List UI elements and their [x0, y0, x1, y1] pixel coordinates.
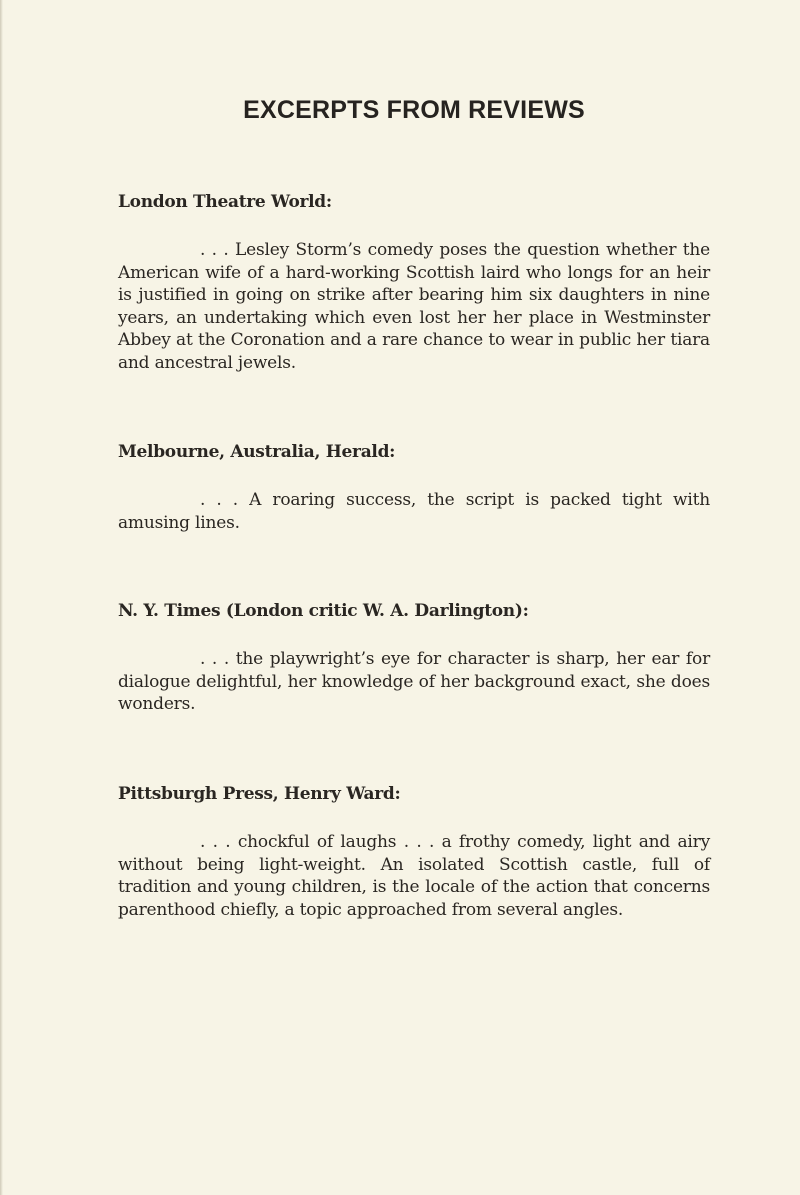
review-quote: . . . Lesley Storm’s comedy poses the question whether the American wife of a hard-working Scottish laird who longs for an heir is justified in going on strike after bearing him six daughters in nine years, an undertaking which even lost her her place in Westminster Abbey at the Coronation and a rare chance to wear in public her tiara and ancestral jewels.	[118, 240, 710, 373]
review-quote: . . . A roaring success, the script is packed tight with amusing lines.	[118, 490, 710, 533]
review-source: N. Y. Times (London critic W. A. Darlington):	[118, 601, 529, 621]
review-source: Pittsburgh Press, Henry Ward:	[118, 784, 401, 804]
review-ny-times	[118, 600, 710, 716]
review-melbourne-herald	[118, 441, 710, 534]
review-quote: . . . chockful of laughs . . . a frothy comedy, light and airy without being light-weight. An isolated Scottish castle, full of tradition and young children, is the locale of the action that concerns parenthood chiefly, a topic approached from several angles.	[118, 832, 710, 920]
page-edge	[0, 0, 3, 1195]
review-pittsburgh-press	[118, 783, 710, 921]
review-source: Melbourne, Australia, Herald:	[118, 442, 396, 462]
review-london-theatre-world	[118, 191, 710, 375]
review-source: London Theatre World:	[118, 192, 332, 212]
page-title: EXCERPTS FROM REVIEWS	[243, 96, 585, 124]
review-quote: . . . the playwright’s eye for character is sharp, her ear for dialogue delightful, her knowledge of her background exact, she does wonders.	[118, 649, 710, 715]
